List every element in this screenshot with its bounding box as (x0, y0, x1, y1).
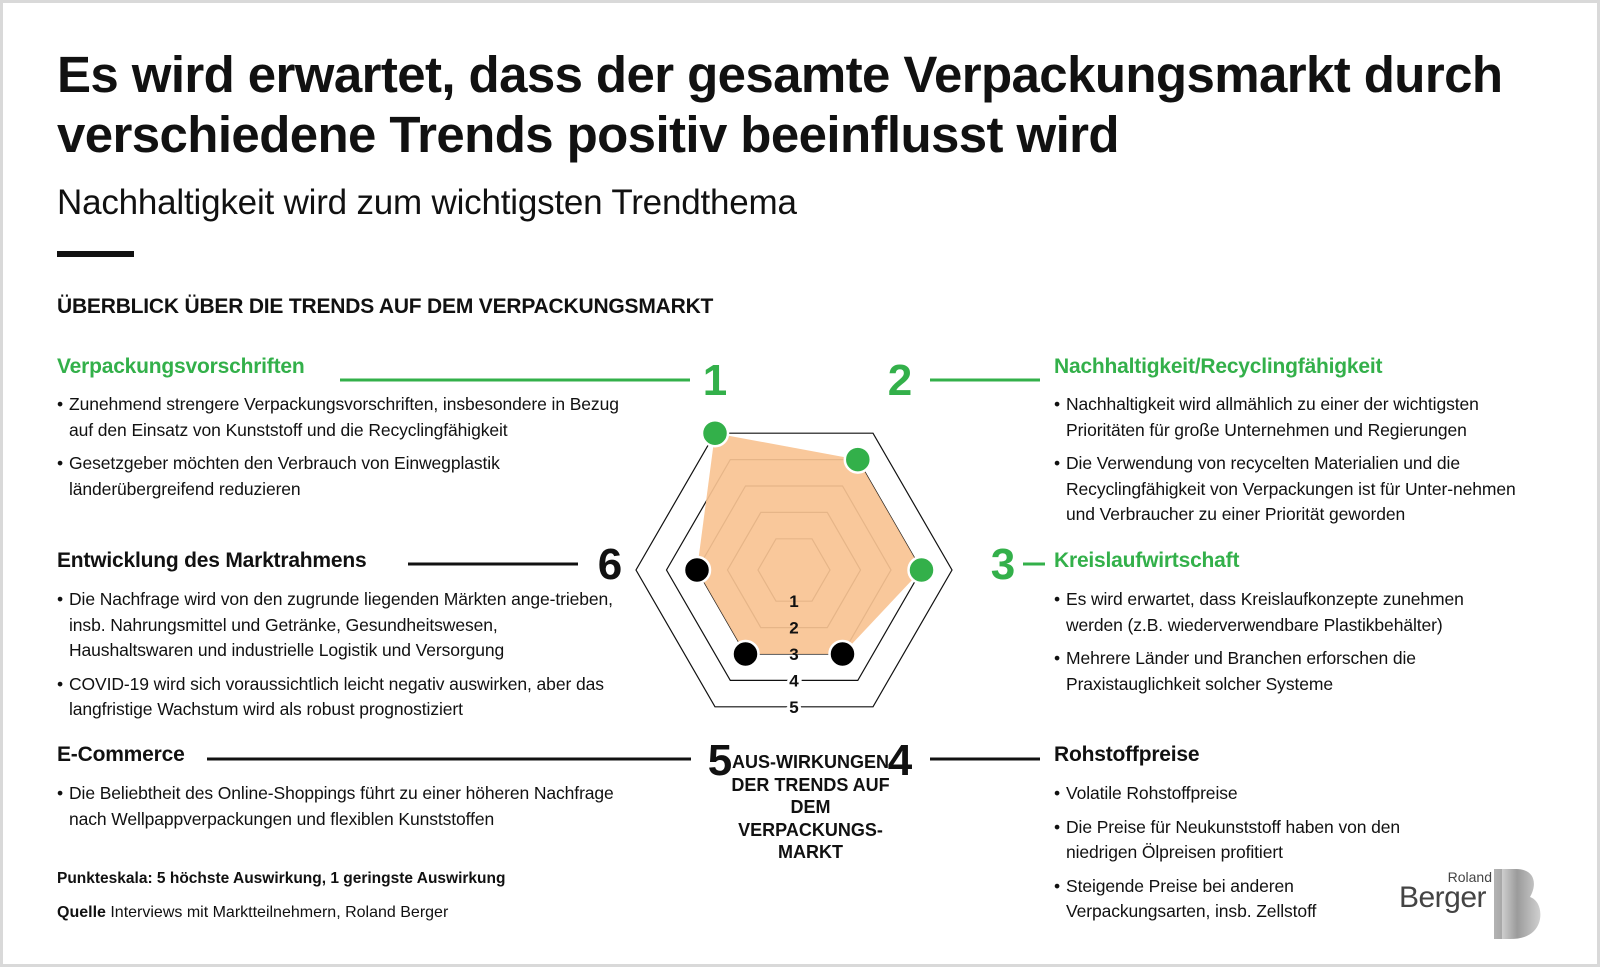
axis-number-5: 5 (707, 736, 733, 785)
trend-1-bullets (57, 392, 637, 510)
trend-4-bullets (1054, 781, 1404, 933)
trend-3-heading: Kreislaufwirtschaft (1054, 549, 1240, 572)
list-item: • COVID-19 wird sich voraussichtlich leicht negativ auswirken, aber das langfristige Wachstum wird als robust prognostiziert (57, 672, 617, 723)
page-subtitle: Nachhaltigkeit wird zum wichtigsten Trendthema (57, 183, 797, 222)
list-item: • Volatile Rohstoffpreise (1054, 781, 1404, 807)
radar-ring-labels (785, 591, 803, 717)
trend-1-heading: Verpackungsvorschriften (57, 355, 305, 378)
list-item: • Gesetzgeber möchten den Verbrauch von Einwegplastik länderübergreifend reduzieren (57, 451, 637, 502)
axis-number-1: 1 (702, 356, 728, 405)
list-item: • Die Verwendung von recycelten Materialien und die Recyclingfähigkeit von Verpackungen ist für Unter-nehmen und Verbraucher zu einer Priorität geworden (1054, 451, 1544, 528)
source-note (57, 903, 448, 923)
source-label: Quelle (57, 904, 106, 921)
trend-6-heading: Entwicklung des Marktrahmens (57, 549, 367, 572)
logo-line-1: Roland (1447, 869, 1492, 885)
radar-point-5 (733, 641, 759, 667)
trend-5-bullets (57, 781, 647, 840)
section-heading: ÜBERBLICK ÜBER DIE TRENDS AUF DEM VERPACKUNGSMARKT (57, 295, 714, 318)
logo-b-icon (1492, 869, 1544, 939)
source-text: Interviews mit Marktteilnehmern, Roland Berger (110, 904, 449, 921)
radar-point-4 (830, 641, 856, 667)
list-item: • Die Preise für Neukunststoff haben von den niedrigen Ölpreisen profitiert (1054, 815, 1404, 866)
roland-berger-logo (1398, 869, 1548, 941)
trend-5-heading: E-Commerce (57, 743, 185, 766)
list-item: • Steigende Preise bei anderen Verpackungsarten, insb. Zellstoff (1054, 874, 1404, 925)
list-item: • Die Nachfrage wird von den zugrunde liegenden Märkten ange-trieben, insb. Nahrungsmittel und Getränke, Gesundheitswesen, Haushaltswaren und industrielle Logistik und Versorgung (57, 587, 617, 664)
page-title: Es wird erwartet, dass der gesamte Verpackungsmarkt durch verschiedene Trends positiv beeinflusst wird (57, 46, 1503, 163)
axis-number-4: 4 (887, 736, 913, 785)
radar-center-label: AUS-WIRKUNGEN DER TRENDS AUF DEM VERPACKUNGS-MARKT (731, 752, 890, 862)
ring-label-4: 4 (789, 671, 799, 691)
radar-value-area (697, 433, 922, 654)
trend-4-heading: Rohstoffpreise (1054, 743, 1200, 766)
ring-label-2: 2 (789, 618, 799, 638)
scale-note: Punkteskala: 5 höchste Auswirkung, 1 geringste Auswirkung (57, 870, 506, 887)
radar-point-3 (909, 557, 935, 583)
radar-point-2 (845, 447, 871, 473)
axis-number-2: 2 (887, 356, 913, 405)
axis-number-3: 3 (990, 540, 1016, 589)
list-item: • Zunehmend strengere Verpackungsvorschriften, insbesondere in Bezug auf den Einsatz von Kunststoff und die Recyclingfähigkeit (57, 392, 637, 443)
list-item: • Mehrere Länder und Branchen erforschen die Praxistauglichkeit solcher Systeme (1054, 646, 1474, 697)
ring-label-1: 1 (789, 592, 799, 612)
trend-2-heading: Nachhaltigkeit/Recyclingfähigkeit (1054, 355, 1383, 378)
trend-3-bullets (1054, 587, 1474, 705)
list-item: • Es wird erwartet, dass Kreislaufkonzepte zunehmen werden (z.B. wiederverwendbare Plastikbehälter) (1054, 587, 1474, 638)
logo-line-2: Berger (1398, 881, 1486, 914)
ring-label-5: 5 (789, 697, 799, 717)
list-item: • Die Beliebtheit des Online-Shoppings führt zu einer höheren Nachfrage nach Wellpappverpackungen und flexiblen Kunststoffen (57, 781, 647, 832)
trend-6-bullets (57, 587, 617, 731)
list-item: • Nachhaltigkeit wird allmählich zu einer der wichtigsten Prioritäten für große Unternehmen und Regierungen (1054, 392, 1544, 443)
trend-2-bullets (1054, 392, 1544, 536)
radar-point-6 (684, 557, 710, 583)
radar-point-1 (702, 420, 728, 446)
ring-label-3: 3 (789, 645, 799, 665)
axis-number-6: 6 (597, 540, 623, 589)
